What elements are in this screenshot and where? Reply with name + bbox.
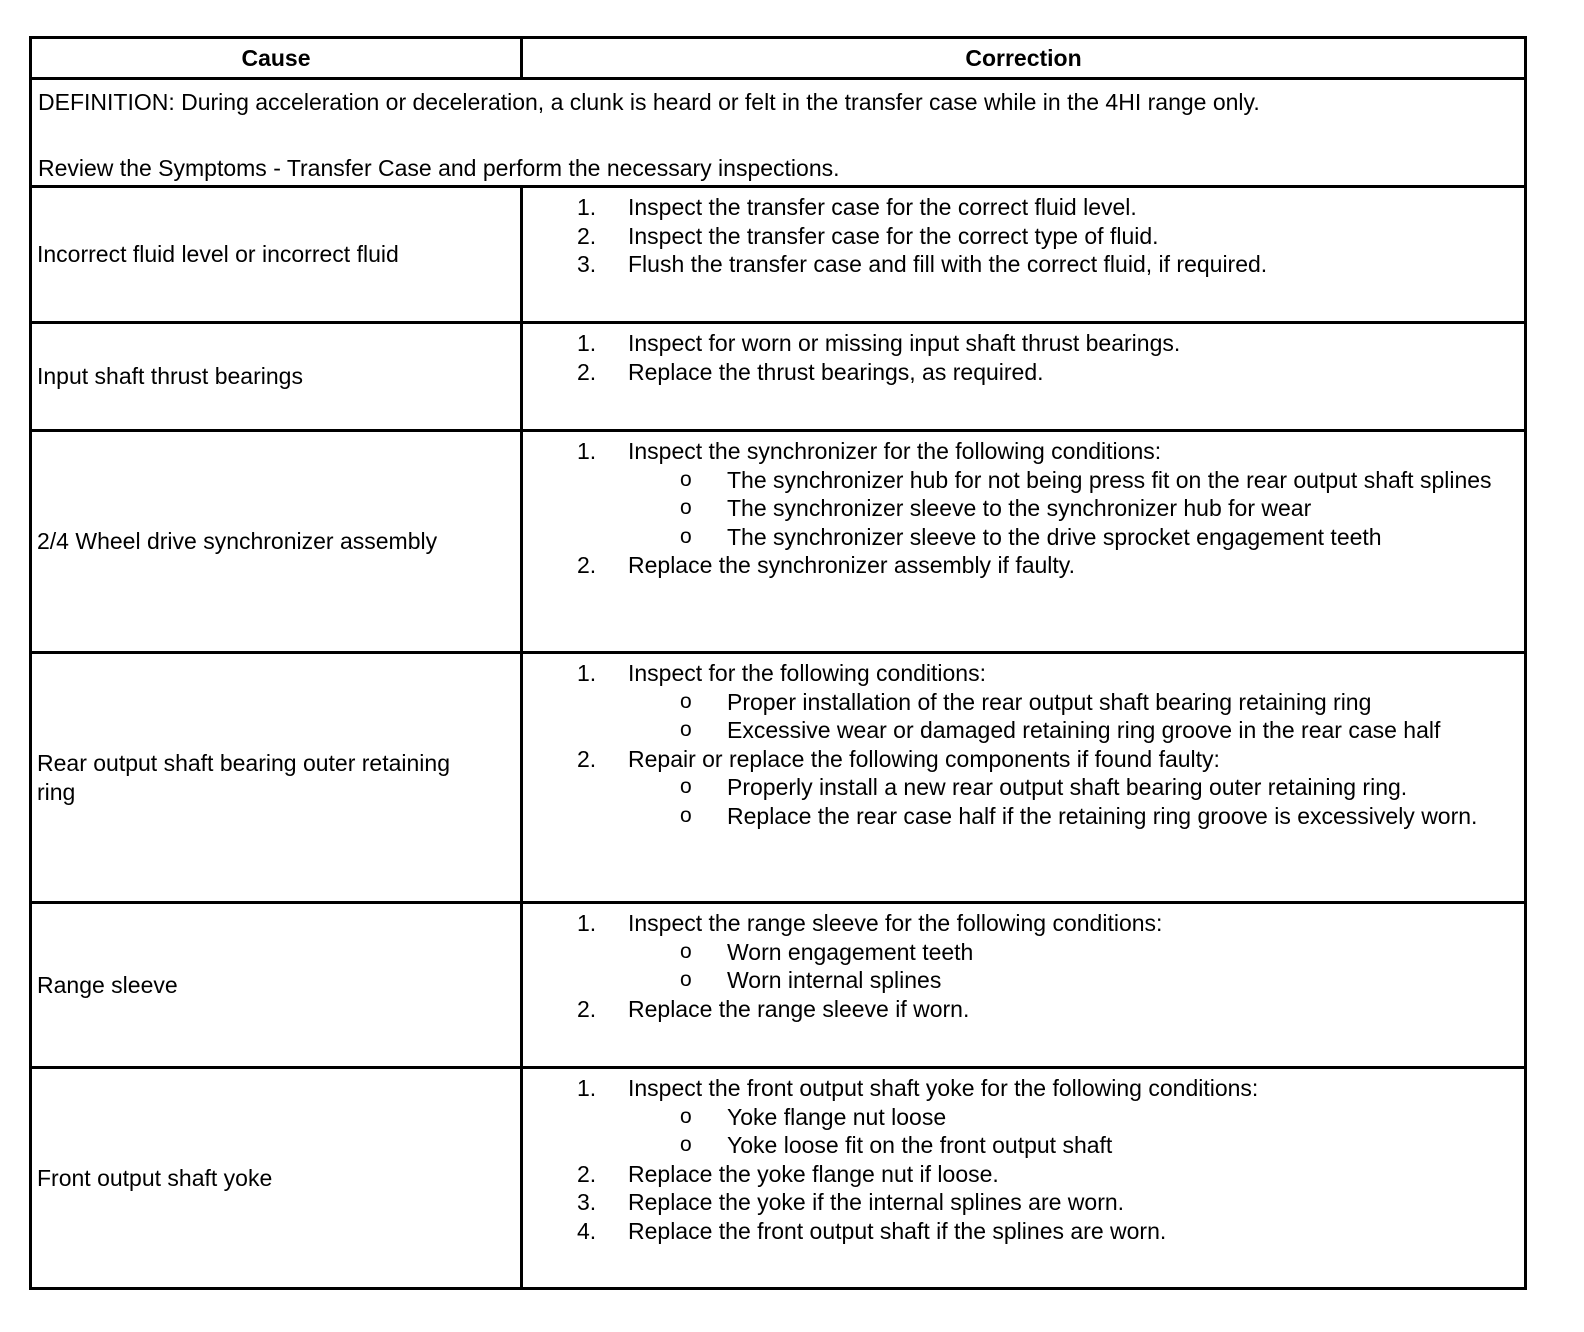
sub-item [628, 1103, 1504, 1132]
step-text: Replace the yoke flange nut if loose. [628, 1160, 999, 1187]
step-number: 1. [577, 438, 597, 464]
sub-item [628, 1131, 1504, 1160]
sub-item [628, 966, 1504, 995]
correction-cell [522, 187, 1526, 323]
step-number: 2. [577, 358, 597, 385]
step-text: Inspect for worn or missing input shaft thrust bearings. [628, 330, 1181, 356]
step-list [523, 659, 1524, 831]
bullet-icon: o [680, 775, 692, 799]
step-item [523, 193, 1524, 222]
table-row [31, 1068, 1526, 1289]
sub-list [628, 466, 1504, 552]
correction-cell [522, 1068, 1526, 1289]
bullet-icon: o [680, 968, 692, 992]
step-text: Inspect the transfer case for the correct type of fluid. [628, 222, 1159, 249]
correction-header: Correction [522, 38, 1526, 79]
step-item [523, 222, 1524, 251]
cause-cell: Range sleeve [31, 903, 522, 1068]
sub-item [628, 773, 1504, 802]
table-row [31, 903, 1526, 1068]
bullet-icon: o [680, 496, 692, 520]
sub-item [628, 938, 1504, 967]
sub-list [628, 938, 1504, 995]
sub-text: Excessive wear or damaged retaining ring groove in the rear case half [727, 717, 1441, 744]
step-list [523, 329, 1524, 386]
step-text: Replace the range sleeve if worn. [628, 995, 970, 1022]
cause-cell: Input shaft thrust bearings [31, 323, 522, 431]
table-row [31, 323, 1526, 431]
step-number: 1. [577, 194, 597, 220]
definition-cell [31, 79, 1526, 187]
sub-item [628, 802, 1504, 831]
bullet-icon: o [680, 1104, 692, 1128]
bullet-icon: o [680, 939, 692, 963]
step-text: Replace the front output shaft if the splines are worn. [628, 1217, 1167, 1244]
step-item [523, 358, 1524, 387]
bullet-icon: o [680, 1133, 692, 1157]
step-item [523, 437, 1524, 551]
step-text: Inspect the transfer case for the correct fluid level. [628, 194, 1137, 220]
step-item [523, 329, 1524, 358]
step-item [523, 1160, 1524, 1189]
step-item [523, 659, 1524, 745]
step-list [523, 909, 1524, 1023]
step-item [523, 909, 1524, 995]
step-text: Inspect for the following conditions: [628, 660, 986, 686]
step-number: 3. [577, 251, 597, 278]
sub-list [628, 1103, 1504, 1160]
sub-item [628, 688, 1504, 717]
correction-cell [522, 653, 1526, 903]
sub-text: Yoke loose fit on the front output shaft [727, 1132, 1113, 1159]
sub-item [628, 466, 1504, 495]
step-item [523, 1188, 1524, 1217]
sub-text: Replace the rear case half if the retaining ring groove is excessively worn. [727, 802, 1478, 829]
step-text: Replace the thrust bearings, as required. [628, 358, 1044, 385]
definition-row [31, 79, 1526, 187]
sub-text: Properly install a new rear output shaft bearing outer retaining ring. [727, 774, 1408, 801]
sub-text: The synchronizer sleeve to the drive sprocket engagement teeth [727, 523, 1382, 550]
sub-text: Worn internal splines [727, 967, 942, 994]
sub-item [628, 716, 1504, 745]
step-list [523, 193, 1524, 279]
step-number: 1. [577, 910, 597, 936]
step-item [523, 551, 1524, 580]
definition-text: DEFINITION: During acceleration or deceleration, a clunk is heard or felt in the transfer case while in the 4HI range only. [38, 89, 1260, 115]
cause-header: Cause [31, 38, 522, 79]
header-row [31, 38, 1526, 79]
table-row [31, 653, 1526, 903]
step-number: 1. [577, 1075, 597, 1101]
cause-cell: 2/4 Wheel drive synchronizer assembly [31, 431, 522, 653]
bullet-icon: o [680, 689, 692, 713]
step-number: 1. [577, 660, 597, 686]
step-text: Repair or replace the following components if found faulty: [628, 745, 1220, 772]
table-row [31, 431, 1526, 653]
sub-text: Proper installation of the rear output shaft bearing retaining ring [727, 688, 1372, 715]
cause-cell: Rear output shaft bearing outer retaining ring [31, 653, 522, 903]
sub-text: Yoke flange nut loose [727, 1103, 947, 1130]
sub-text: The synchronizer hub for not being press fit on the rear output shaft splines [727, 466, 1492, 493]
sub-text: Worn engagement teeth [727, 938, 974, 965]
table-row [31, 187, 1526, 323]
step-text: Flush the transfer case and fill with the correct fluid, if required. [628, 251, 1268, 278]
step-text: Replace the yoke if the internal splines are worn. [628, 1189, 1125, 1216]
step-number: 3. [577, 1189, 597, 1216]
step-number: 2. [577, 1160, 597, 1187]
cause-cell: Incorrect fluid level or incorrect fluid [31, 187, 522, 323]
step-list [523, 437, 1524, 580]
step-number: 4. [577, 1217, 597, 1244]
bullet-icon: o [680, 803, 692, 827]
step-item [523, 250, 1524, 279]
bullet-icon: o [680, 718, 692, 742]
correction-cell [522, 903, 1526, 1068]
step-list [523, 1074, 1524, 1246]
sub-item [628, 494, 1504, 523]
correction-cell [522, 431, 1526, 653]
review-text: Review the Symptoms - Transfer Case and perform the necessary inspections. [38, 155, 840, 181]
diagnosis-table [29, 36, 1527, 1290]
step-number: 1. [577, 330, 597, 356]
step-text: Inspect the front output shaft yoke for the following conditions: [628, 1075, 1259, 1101]
step-item [523, 1074, 1524, 1160]
step-item [523, 1217, 1524, 1246]
correction-cell [522, 323, 1526, 431]
step-number: 2. [577, 745, 597, 772]
step-item [523, 745, 1524, 831]
sub-list [628, 773, 1504, 830]
sub-list [628, 688, 1504, 745]
step-text: Replace the synchronizer assembly if faulty. [628, 552, 1075, 579]
step-text: Inspect the synchronizer for the following conditions: [628, 438, 1162, 464]
step-number: 2. [577, 222, 597, 249]
step-number: 2. [577, 995, 597, 1022]
bullet-icon: o [680, 467, 692, 491]
bullet-icon: o [680, 524, 692, 548]
step-item [523, 995, 1524, 1024]
step-number: 2. [577, 552, 597, 579]
cause-cell: Front output shaft yoke [31, 1068, 522, 1289]
sub-item [628, 523, 1504, 552]
step-text: Inspect the range sleeve for the following conditions: [628, 910, 1163, 936]
sub-text: The synchronizer sleeve to the synchronizer hub for wear [727, 495, 1312, 522]
